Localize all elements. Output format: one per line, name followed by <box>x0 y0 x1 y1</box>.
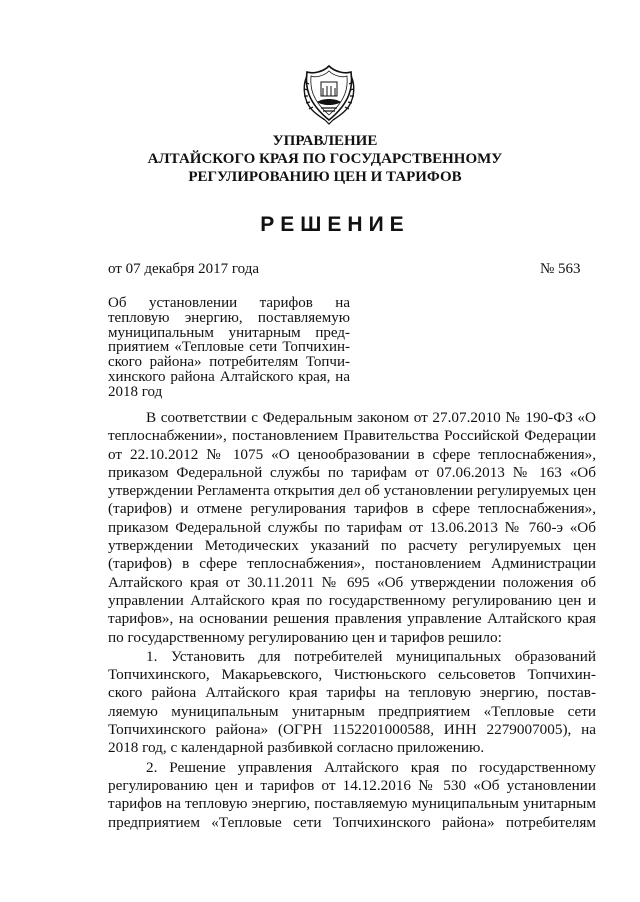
body-line: ского района Алтайского края тарифы на тепловую энергию, постав- <box>108 684 596 702</box>
body-line: теплоснабжении», постановлением Правительства Российской Федерации <box>108 427 596 445</box>
body-line: приказом Федеральной службы по тарифам от 13.06.2013 № 760-э «Об <box>108 518 596 536</box>
org-line-3: РЕГУЛИРОВАНИЮ ЦЕН И ТАРИФОВ <box>188 169 462 185</box>
org-line-2: АЛТАЙСКОГО КРАЯ ПО ГОСУДАРСТВЕННОМУ <box>147 151 503 167</box>
body-line: Топчихинского района» (ОГРН 1152201000588, ИНН 2279007005), на <box>108 721 596 739</box>
document-date: от 07 декабря 2017 года <box>108 261 260 277</box>
subject-line: тепловую энергию, поставляемую <box>108 309 350 326</box>
body-line: предприятием «Тепловые сети Топчихинского района» потребителям <box>108 813 596 831</box>
body-line: В соответствии с Федеральным законом от 27.07.2010 № 190-ФЗ «О <box>146 409 596 426</box>
body-line: (тарифов) в сфере теплоснабжения», постановлением Администрации <box>108 555 596 573</box>
decision-body <box>108 409 596 832</box>
document-number: № 563 <box>540 261 581 277</box>
decision-subject <box>108 296 350 400</box>
document-title: РЕШЕНИЕ <box>260 213 410 236</box>
subject-line: 2018 год <box>108 383 163 400</box>
body-line: Алтайского края от 30.11.2011 № 695 «Об утверждении положения об <box>108 573 596 591</box>
organization-name <box>100 132 550 186</box>
body-line: 2018 год, с календарной разбивкой согласно приложению. <box>108 739 485 757</box>
subject-line: хинского района Алтайского края, на <box>108 368 350 385</box>
body-line: утверждении Методических указаний по расчету регулируемых цен <box>108 537 596 555</box>
body-line: 2. Решение управления Алтайского края по государственному <box>146 758 596 776</box>
body-line: управлении Алтайского края по государственному регулированию цен и <box>108 591 596 609</box>
subject-line: муниципальным унитарным пред- <box>108 324 350 341</box>
body-line: от 22.10.2012 № 1075 «О ценообразовании в сфере теплоснабжения», <box>108 445 596 463</box>
body-line: утверждении Регламента открытия дел об установлении регулируемых цен <box>108 482 596 500</box>
body-line: 1. Установить для потребителей муниципальных образований <box>146 647 596 665</box>
subject-line: приятием «Тепловые сети Топчихин- <box>108 339 350 356</box>
body-line: тарифов», на основании решения правления управление Алтайского края <box>108 610 596 628</box>
body-line: приказом Федеральной службы по тарифам от 07.06.2013 № 163 «Об <box>108 463 596 481</box>
subject-line: ского района» потребителям Топчи- <box>108 354 350 371</box>
body-line: Топчихинского, Макарьевского, Чистюньского сельсоветов Топчихин- <box>108 666 596 684</box>
org-line-1: УПРАВЛЕНИЕ <box>272 133 378 149</box>
subject-line: Об установлении тарифов на <box>108 295 350 311</box>
body-line: регулированию цен и тарифов от 14.12.2016 № 530 «Об установлении <box>108 776 596 794</box>
coat-of-arms-icon <box>299 62 359 126</box>
body-line: (тарифов) и отмене регулирования тарифов в сфере теплоснабжения», <box>108 500 596 518</box>
body-line: тарифов на тепловую энергию, поставляемую муниципальным унитарным <box>108 795 596 813</box>
body-line: по государственному регулированию цен и тарифов решило: <box>108 628 502 646</box>
body-line: ляемую муниципальным унитарным предприятием «Тепловые сети <box>108 702 596 720</box>
